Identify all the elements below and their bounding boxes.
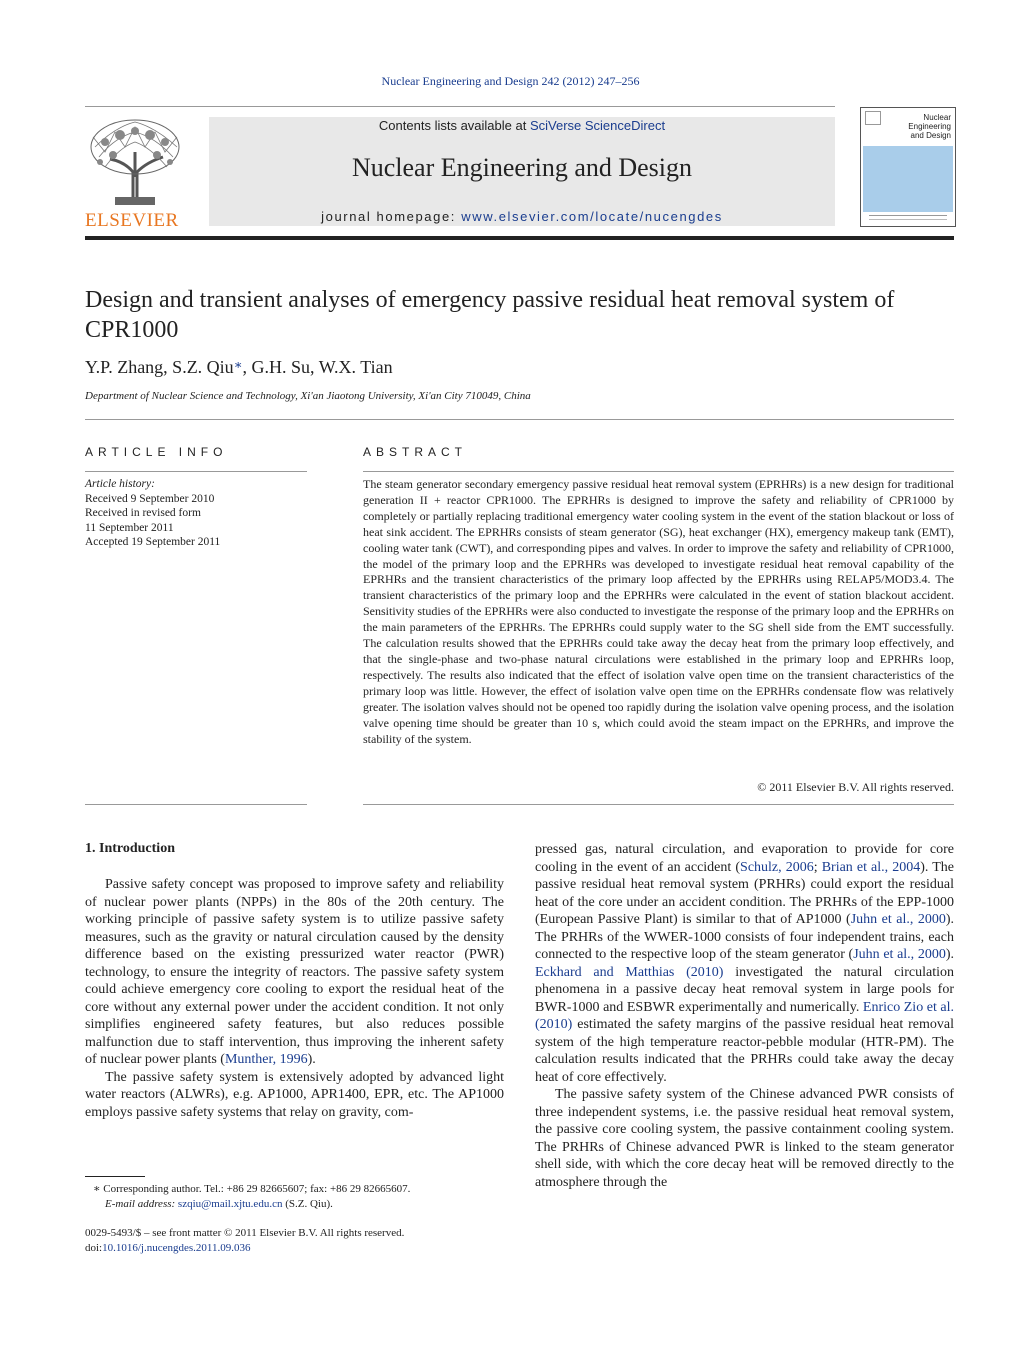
article-info-rule — [85, 471, 307, 472]
cover-logo-icon — [865, 111, 881, 125]
publisher-name: ELSEVIER — [85, 210, 179, 231]
intro-left-column — [85, 876, 504, 1121]
footnote-rule — [85, 1176, 145, 1177]
article-info-bottom-rule — [85, 804, 307, 805]
abstract-rule — [363, 471, 954, 472]
elsevier-logo[interactable] — [85, 117, 187, 231]
cover-footer-line — [869, 219, 947, 220]
paragraph: Passive safety concept was proposed to improve safety and reliability of nuclear power plants (NPPs) in the 80s of the 20th century. The working principle of passive safety system is to utilize passive safety measures, such as the gravity or natural circulation caused by the density difference based on the existing pressurized water reactor (PWR) technology, to ensure the integrity of reactors. The passive safety system could achieve emergency core cooling to export the residual heat of the core without any external power under the accident condition. It not only simplifies engineered safety features, but also reduces possible malfunction due to staff intervention, thus improving the inherent safety of nuclear power plants (Munther, 1996). — [85, 877, 504, 1067]
abstract-text: The steam generator secondary emergency passive residual heat removal system (EPRHRs) is a new design for traditional generation II + reactor CPR1000. The EPRHRs is designed to improve the safety and reliability of CPR1000 by completely or partially replacing traditional emergency water cooling system in the event of the station blackout or loss of heat sink accident. The EPRHRs consists of steam generator (SG), heat exchanger (HX), emergency makeup tank (EMT), cooling water tank (CWT), and corresponding pipes and valves. In order to improve the safety and reliability of CPR1000, the model of the primary loop and the EPRHRs was developed to investigate residual heat removal capability of the EPRHRs and the transient characteristics of the primary loop affected by the EPRHRs using RELAP5/MOD3.4. The transient characteristics of the primary loop and the EPRHRs were calculated in the event of station blackout accident. Sensitivity studies of the EPRHRs were also conducted to investigate the response of the primary loop and the EPRHRs on the main parameters of the EPRHRs. The EPRHRs could supply water to the SG shell side from the EMT successfully. The calculation results showed that the EPRHRs could take away the decay heat from the primary loop effectively, and that the single-phase and two-phase natural circulations were established in the primary loop and EPRHRs loop, respectively. The results also indicated that the effect of isolation valve open time on the transient characteristics of the primary loop was little. However, the effect of isolation valve open time on the EPRHRs condensate flow was relatively greater. The isolation valves should not be opened too rapidly during the isolation valve opening process, and the isolation valve opening time should be greater than 10 s, which could avoid the steam impact on the EPRHRs, and improve the stability of the system. — [363, 477, 954, 746]
section-heading: 1. Introduction — [85, 841, 175, 856]
journal-cover[interactable] — [860, 107, 956, 227]
journal-citation[interactable]: Nuclear Engineering and Design 242 (2012) 247–256 — [381, 74, 640, 88]
elsevier-tree-icon — [85, 117, 187, 207]
article-title: Design and transient analyses of emergency passive residual heat removal system of CPR1000 — [85, 287, 895, 343]
affiliation: Department of Nuclear Science and Technology, Xi'an Jiaotong University, Xi'an City 710049, China — [85, 390, 531, 402]
paragraph: The passive safety system is extensively adopted by advanced light water reactors (ALWRs), e.g. AP1000, APR1400, EPR, etc. The AP1000 employs passive safety systems that relay on gravity, com- — [85, 1069, 504, 1120]
authors: Y.P. Zhang, S.Z. Qiu∗, G.H. Su, W.X. Tian — [85, 357, 393, 377]
header-rule — [85, 106, 835, 107]
header-thick-rule — [85, 236, 954, 240]
cover-image — [863, 146, 953, 212]
article-info-heading: ARTICLE INFO — [85, 445, 228, 459]
intro-right-column — [535, 841, 954, 1191]
title-rule — [85, 419, 954, 420]
corresponding-author-mark[interactable]: ∗ — [233, 357, 243, 372]
ref-link[interactable]: Eckhard and Matthias (2010) — [535, 964, 724, 980]
journal-title: Nuclear Engineering and Design — [351, 153, 693, 182]
homepage-link[interactable]: www.elsevier.com/locate/nucengdes — [461, 209, 723, 224]
ref-link[interactable]: Juhn et al., 2000 — [853, 947, 946, 962]
article-history: Article history: Received 9 September 2010 Received in revised form 11 September 2011 Accepted 19 September 2011 — [85, 478, 221, 548]
cover-footer-line — [869, 215, 947, 216]
paragraph: The passive safety system of the Chinese advanced PWR consists of three independent systems, i.e. the passive residual heat removal system, the passive core cooling system, the passive containment cooling system. The PRHRs of Chinese advanced PWR is linked to the steam generator shell side, with which the core decay heat will be removed directly to the atmosphere through the — [535, 1087, 954, 1190]
ref-link[interactable]: Munther, 1996 — [224, 1052, 308, 1067]
ref-link[interactable]: Brian et al., 2004 — [821, 859, 921, 875]
ref-link[interactable]: Schulz, 2006 — [740, 859, 814, 875]
ref-link[interactable]: Juhn et al., 2000 — [850, 912, 946, 927]
abstract-bottom-rule — [363, 804, 954, 805]
cover-title: Nuclear Engineering and Design — [908, 113, 951, 140]
footnote-issn: 0029-5493/$ – see front matter © 2011 Elsevier B.V. All rights reserved. doi:10.1016/j.nucengdes.2011.09.036 — [85, 1227, 405, 1254]
journal-homepage: journal homepage: www.elsevier.com/locate/nucengdes — [321, 209, 723, 224]
abstract-heading: ABSTRACT — [363, 445, 468, 459]
copyright: © 2011 Elsevier B.V. All rights reserved. — [757, 780, 954, 794]
sciencedirect-link[interactable]: SciVerse ScienceDirect — [529, 118, 666, 133]
paragraph: pressed gas, natural circulation, and evaporation to provide for core cooling in the event of an accident (Schulz, 2006; Brian et al., 2004). The passive residual heat removal system (PRHRs) could export the residual heat of the core under an accident condition. The PRHRs of the EPP-1000 (European Passive Plant) is similar to that of AP1000 (Juhn et al., 2000). The PRHRs of the WWER-1000 consists of four independent trains, each connected to the respective loop of the steam generator (Juhn et al., 2000). Eckhard and Matthias (2010) investigated the natural circulation phenomena in a passive decay heat removal system in large pools for BWR-1000 and ESBWR experimentally and numerically. Enrico Zio et al. (2010) estimated the safety margins of the passive residual heat removal system of the high temperature reactor-pebble modular (HTR-PM). The calculation results indicated that the PRHRs could take away the decay heat of core effectively. — [535, 842, 955, 1085]
email-link[interactable]: szqiu@mail.xjtu.edu.cn — [177, 1197, 283, 1210]
contents-line: Contents lists available at SciVerse ScienceDirect — [378, 118, 666, 133]
ref-link[interactable]: Enrico Zio et al. (2010) — [535, 999, 954, 1032]
footnote-corresponding: ∗ Corresponding author. Tel.: +86 29 82665607; fax: +86 29 82665607. E-mail address: szqiu@mail.xjtu.edu.cn (S.Z. Qiu). — [93, 1183, 411, 1210]
doi-link[interactable]: 10.1016/j.nucengdes.2011.09.036 — [102, 1241, 251, 1254]
